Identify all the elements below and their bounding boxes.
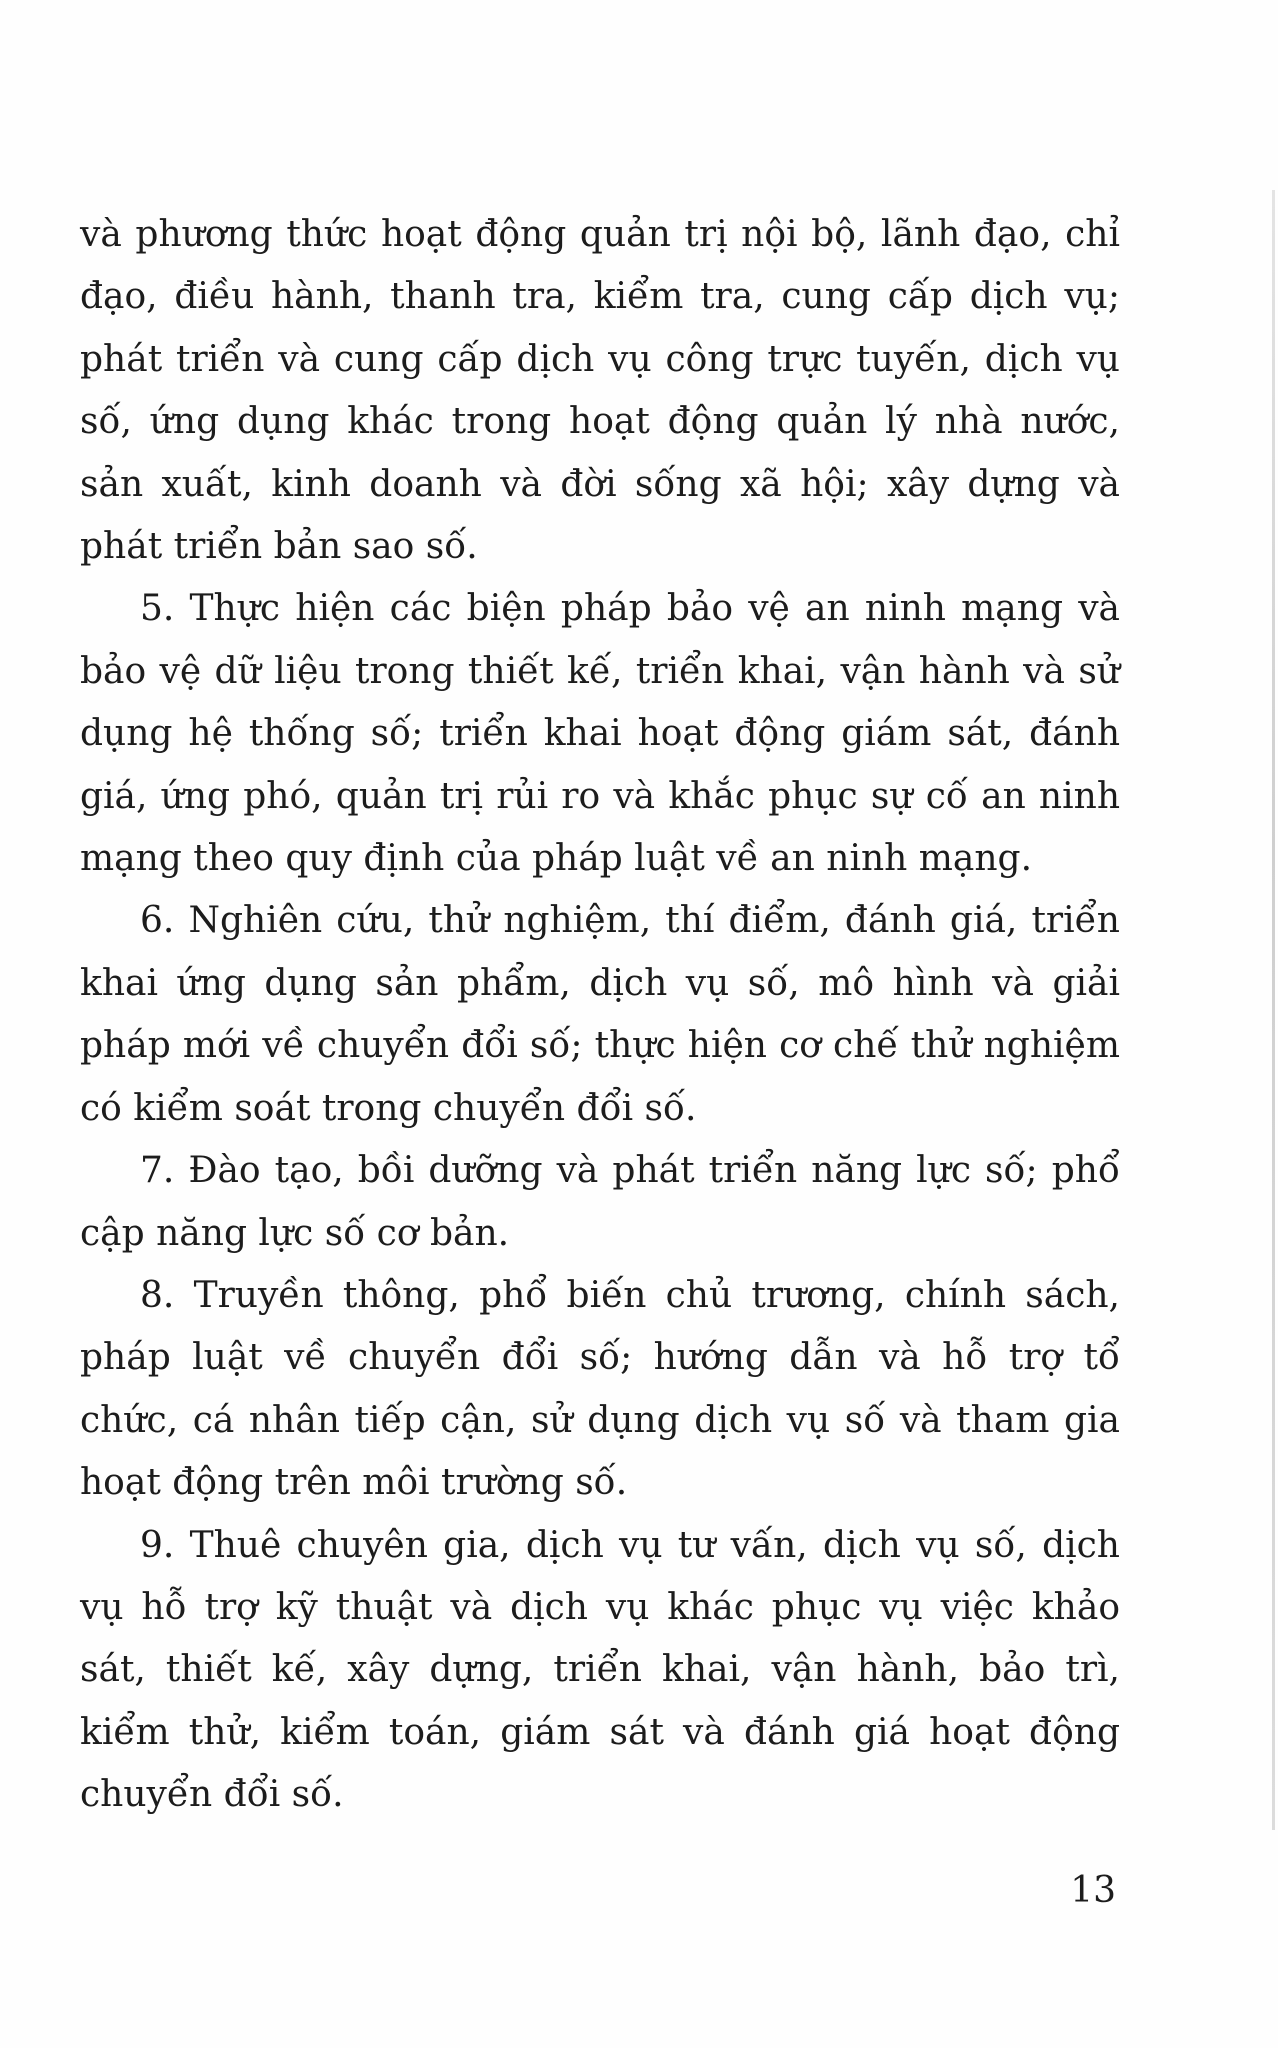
paragraph-item-9: 9. Thuê chuyên gia, dịch vụ tư vấn, dịch vụ số, dịch vụ hỗ trợ kỹ thuật và dịch vụ khác phục vụ việc khảo sát, thiết kế, xây dựng, triển khai, vận hành, bảo trì, kiểm thử, kiểm toán, giám sát và đánh giá hoạt động chuyển đổi số.	[80, 1524, 1120, 1816]
page-edge-shadow	[1272, 190, 1275, 1830]
paragraph-item-8: 8. Truyền thông, phổ biến chủ trương, chính sách, pháp luật về chuyển đổi số; hướng dẫn và hỗ trợ tổ chức, cá nhân tiếp cận, sử dụng dịch vụ số và tham gia hoạt động trên môi trường số.	[80, 1274, 1120, 1504]
page-number: 13	[1070, 1870, 1116, 1911]
paragraph-item-7: 7. Đào tạo, bồi dưỡng và phát triển năng lực số; phổ cập năng lực số cơ bản.	[80, 1150, 1120, 1254]
paragraph-item-5: 5. Thực hiện các biện pháp bảo vệ an ninh mạng và bảo vệ dữ liệu trong thiết kế, triển khai, vận hành và sử dụng hệ thống số; triển khai hoạt động giám sát, đánh giá, ứng phó, quản trị rủi ro và khắc phục sự cố an ninh mạng theo quy định của pháp luật về an ninh mạng.	[80, 588, 1120, 880]
body-text	[80, 204, 1120, 1827]
paragraph-item-6: 6. Nghiên cứu, thử nghiệm, thí điểm, đánh giá, triển khai ứng dụng sản phẩm, dịch vụ số, mô hình và giải pháp mới về chuyển đổi số; thực hiện cơ chế thử nghiệm có kiểm soát trong chuyển đổi số.	[80, 900, 1120, 1129]
paragraph-continuation: và phương thức hoạt động quản trị nội bộ, lãnh đạo, chỉ đạo, điều hành, thanh tra, kiểm tra, cung cấp dịch vụ; phát triển và cung cấp dịch vụ công trực tuyến, dịch vụ số, ứng dụng khác trong hoạt động quản lý nhà nước, sản xuất, kinh doanh và đời sống xã hội; xây dựng và phát triển bản sao số.	[80, 214, 1120, 568]
